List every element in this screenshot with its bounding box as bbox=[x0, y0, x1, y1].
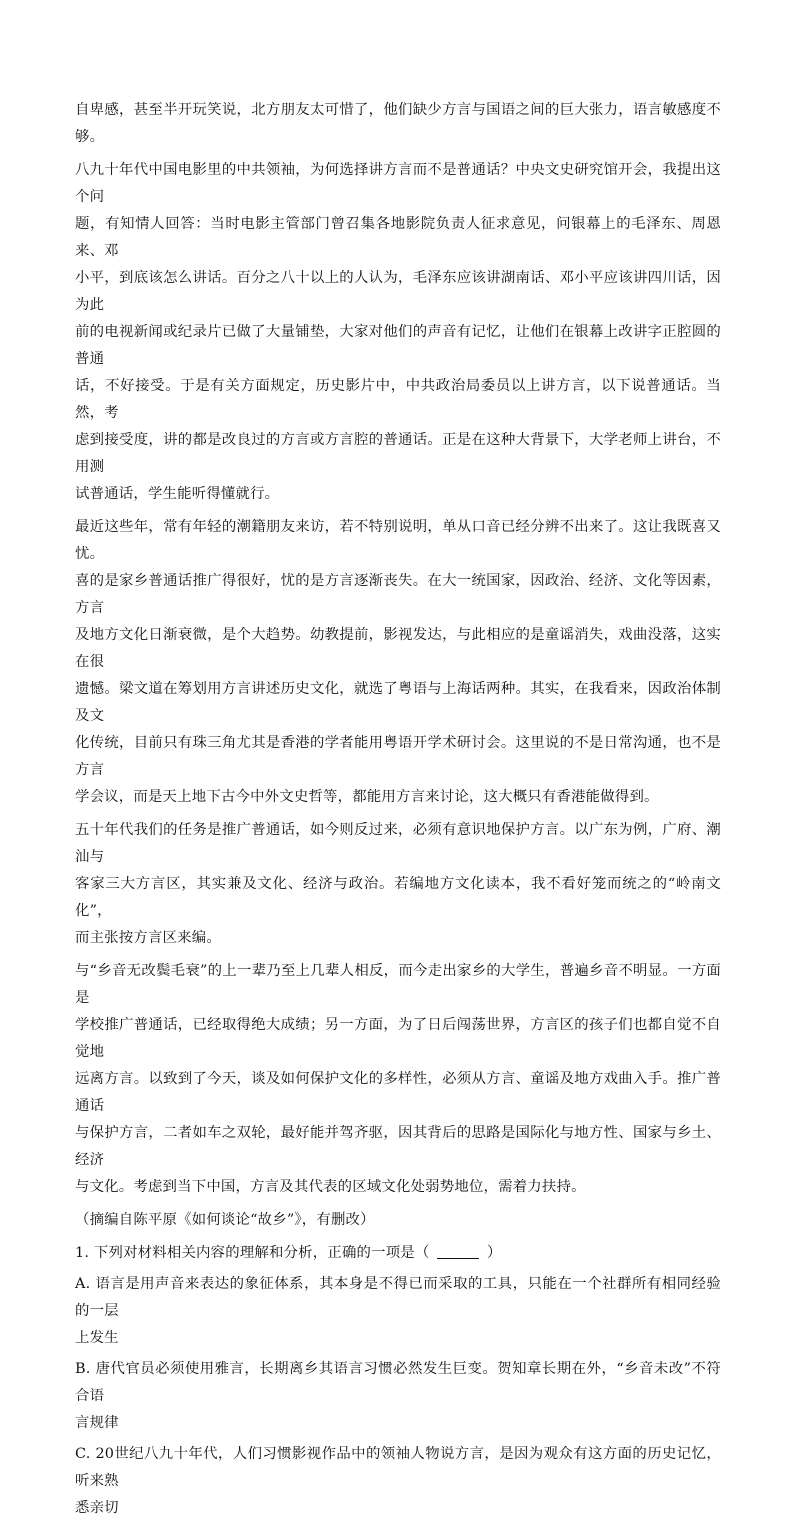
paragraph-4 bbox=[75, 817, 721, 952]
text-line: 八九十年代中国电影里的中共领袖，为何选择讲方言而不是普通话？中央文史研究馆开会，我提出这个问 bbox=[75, 162, 721, 205]
text-line: 学校推广普通话，已经取得绝大成绩；另一方面，为了日后闯荡世界，方言区的孩子们也都自觉不自觉地 bbox=[75, 1017, 721, 1060]
option-line: 上发生 bbox=[75, 1330, 119, 1346]
text-line: 五十年代我们的任务是推广普通话，如今则反过来，必须有意识地保护方言。以广东为例，广府、潮汕与 bbox=[75, 822, 721, 865]
text-line: 与“乡音无改鬓毛衰”的上一辈乃至上几辈人相反，而今走出家乡的大学生，普遍乡音不明显。一方面是 bbox=[75, 963, 721, 1006]
option-b bbox=[75, 1356, 721, 1437]
text-line: 虑到接受度，讲的都是改良过的方言或方言腔的普通话。正是在这种大背景下，大学老师上讲台，不用测 bbox=[75, 432, 721, 475]
text-line: 题，有知情人回答：当时电影主管部门曾召集各地影院负责人征求意见，问银幕上的毛泽东、周恩来、邓 bbox=[75, 216, 721, 259]
text-line: 与保护方言，二者如车之双轮，最好能并驾齐驱，因其背后的思路是国际化与地方性、国家与乡土、经济 bbox=[75, 1125, 721, 1168]
text-line: 话，不好接受。于是有关方面规定，历史影片中，中共政治局委员以上讲方言，以下说普通话。当然，考 bbox=[75, 378, 721, 421]
text-line: 远离方言。以致到了今天，谈及如何保护文化的多样性，必须从方言、童谣及地方戏曲入手。推广普通话 bbox=[75, 1071, 721, 1114]
option-line: C. 20世纪八九十年代，人们习惯影视作品中的领袖人物说方言，是因为观众有这方面的历史记忆，听来熟 bbox=[75, 1446, 721, 1489]
option-a bbox=[75, 1271, 721, 1352]
text-line: 化传统，目前只有珠三角尤其是香港的学者能用粤语开学术研讨会。这里说的不是日常沟通，也不是方言 bbox=[75, 735, 721, 778]
question-stem bbox=[75, 1240, 721, 1267]
option-line: 言规律 bbox=[75, 1415, 119, 1431]
paragraph-1 bbox=[75, 97, 721, 151]
text-line: 试普通话，学生能听得懂就行。 bbox=[75, 486, 280, 502]
paragraph-3 bbox=[75, 514, 721, 811]
answer-blank[interactable] bbox=[437, 1244, 479, 1259]
paragraph-5 bbox=[75, 958, 721, 1201]
question-text: 1. 下列对材料相关内容的理解和分析，正确的一项是（ bbox=[75, 1245, 435, 1261]
text-line: 及地方文化日渐衰微，是个大趋势。幼教提前，影视发达，与此相应的是童谣消失，戏曲没落，这实在很 bbox=[75, 627, 721, 670]
text-line: 遗憾。梁文道在筹划用方言讲述历史文化，就选了粤语与上海话两种。其实，在我看来，因政治体制及文 bbox=[75, 681, 721, 724]
text-line: 学会议，而是天上地下古今中外文史哲等，都能用方言来讨论，这大概只有香港能做得到。 bbox=[75, 789, 659, 805]
paragraph-2 bbox=[75, 157, 721, 508]
option-c bbox=[75, 1441, 721, 1522]
text-line: 而主张按方言区来编。 bbox=[75, 930, 221, 946]
text-line: 前的电视新闻或纪录片已做了大量铺垫，大家对他们的声音有记忆，让他们在银幕上改讲字正腔圆的普通 bbox=[75, 324, 721, 367]
option-line: 悉亲切 bbox=[75, 1500, 119, 1516]
document-body bbox=[75, 97, 721, 1522]
text-line: 最近这些年，常有年轻的潮籍朋友来访，若不特别说明，单从口音已经分辨不出来了。这让我既喜又忧。 bbox=[75, 519, 721, 562]
option-line: B. 唐代官员必须使用雅言，长期离乡其语言习惯必然发生巨变。贺知章长期在外，“乡音未改”不符合语 bbox=[75, 1361, 721, 1404]
question-text-end: ） bbox=[482, 1245, 502, 1261]
text-line: 小平，到底该怎么讲话。百分之八十以上的人认为，毛泽东应该讲湖南话、邓小平应该讲四川话，因为此 bbox=[75, 270, 721, 313]
text-line: 自卑感，甚至半开玩笑说，北方朋友太可惜了，他们缺少方言与国语之间的巨大张力，语言敏感度不够。 bbox=[75, 102, 721, 145]
option-line: A. 语言是用声音来表达的象征体系，其本身是不得已而采取的工具，只能在一个社群所有相同经验的一层 bbox=[75, 1276, 721, 1319]
text-line: 客家三大方言区，其实兼及文化、经济与政治。若编地方文化读本，我不看好笼而统之的“岭南文化”， bbox=[75, 876, 721, 919]
text-line: 与文化。考虑到当下中国，方言及其代表的区域文化处弱势地位，需着力扶持。 bbox=[75, 1179, 586, 1195]
source-citation: （摘编自陈平原《如何谈论“故乡”》，有删改） bbox=[75, 1212, 375, 1228]
text-line: 喜的是家乡普通话推广得很好，忧的是方言逐渐丧失。在大一统国家，因政治、经济、文化等因素，方言 bbox=[75, 573, 721, 616]
